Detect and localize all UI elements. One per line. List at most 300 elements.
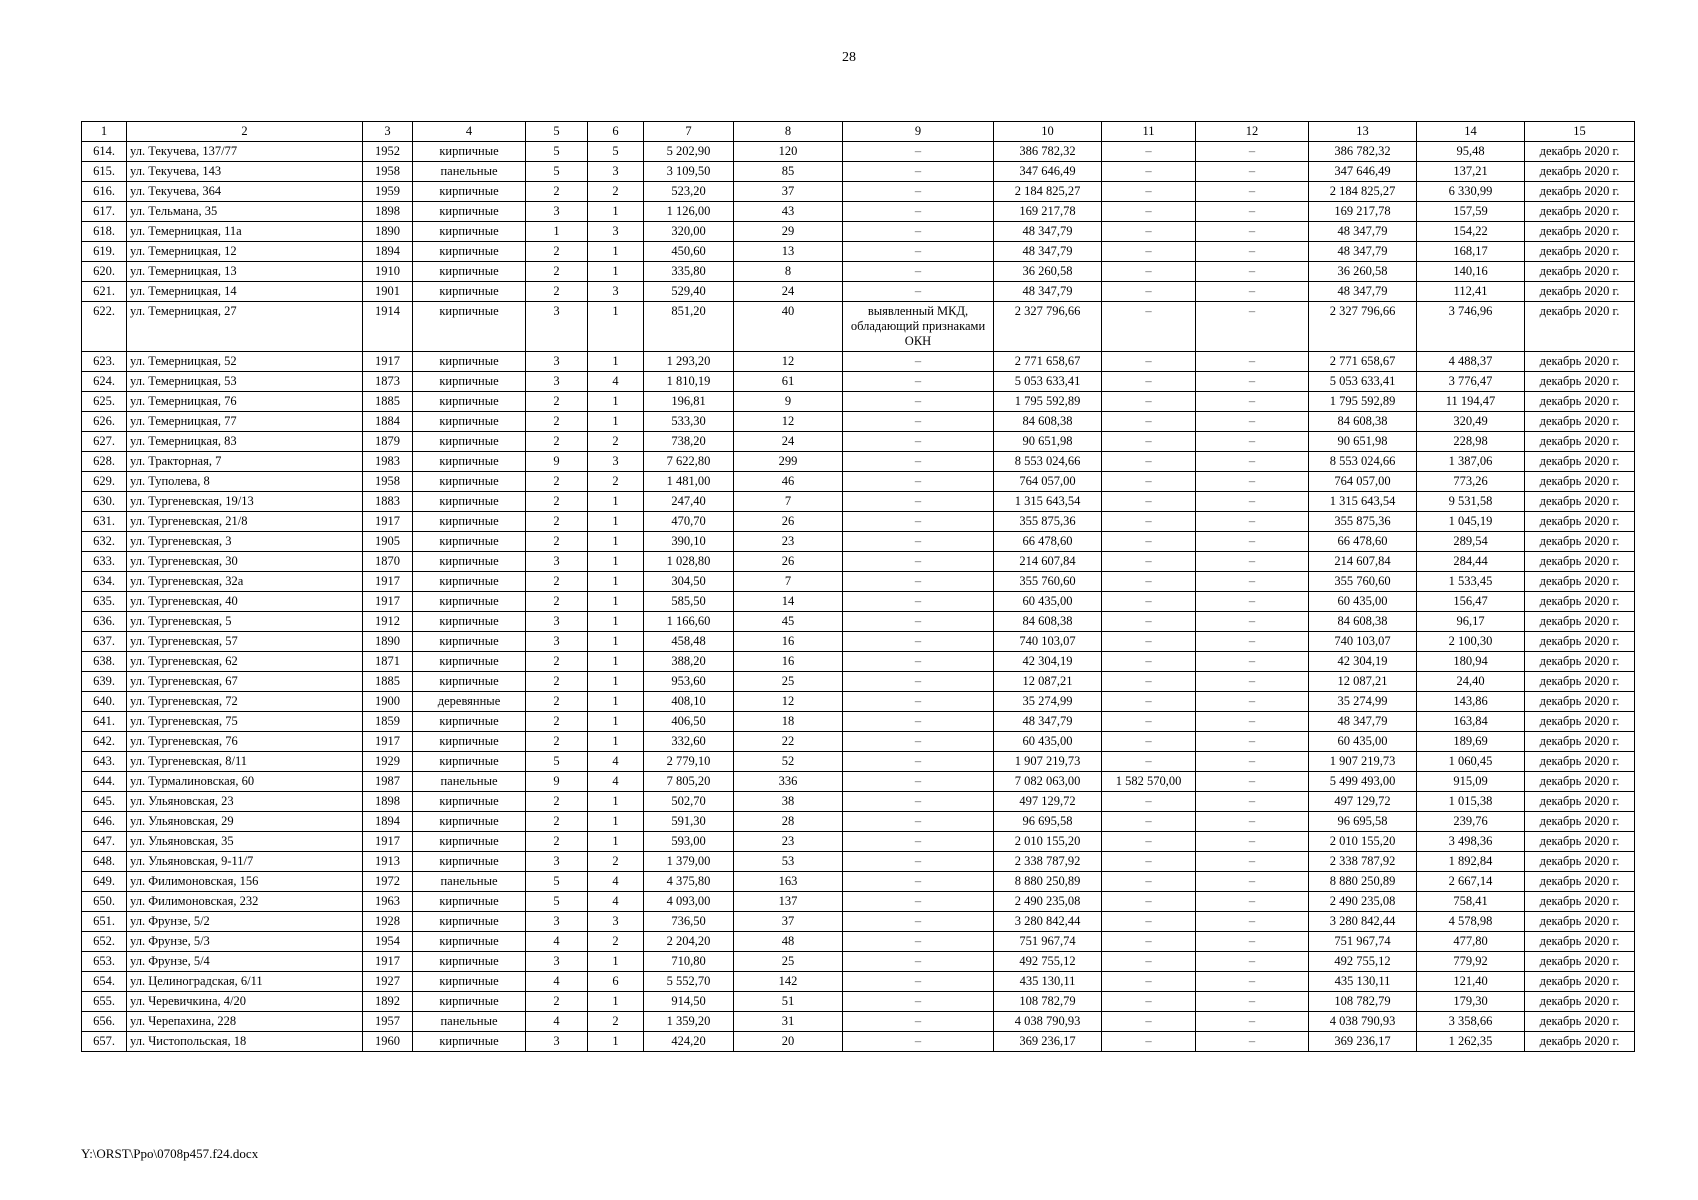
column-header-6: 6: [588, 122, 644, 142]
cell-col-12: –: [1196, 732, 1309, 752]
cell-total-cost: 2 010 155,20: [994, 832, 1102, 852]
cell-col-11: –: [1102, 972, 1196, 992]
cell-floors: 4: [526, 972, 588, 992]
cell-net-cost: 2 184 825,27: [1309, 182, 1417, 202]
cell-residents: 48: [734, 932, 843, 952]
cell-residents: 142: [734, 972, 843, 992]
cell-residents: 43: [734, 202, 843, 222]
cell-wall-material: кирпичные: [413, 932, 526, 952]
cell-wall-material: кирпичные: [413, 912, 526, 932]
cell-residents: 40: [734, 302, 843, 352]
cell-wall-material: кирпичные: [413, 632, 526, 652]
cell-floors: 2: [526, 652, 588, 672]
cell-deadline: декабрь 2020 г.: [1525, 972, 1635, 992]
cell-residents: 12: [734, 692, 843, 712]
cell-total-cost: 12 087,21: [994, 672, 1102, 692]
cell-address: ул. Текучева, 364: [127, 182, 363, 202]
cell-col-11: –: [1102, 752, 1196, 772]
cell-row-number: 648.: [82, 852, 127, 872]
cell-row-number: 630.: [82, 492, 127, 512]
cell-note: –: [843, 632, 994, 652]
cell-deadline: декабрь 2020 г.: [1525, 532, 1635, 552]
table-row: [82, 352, 1635, 372]
cell-wall-material: кирпичные: [413, 852, 526, 872]
cell-total-cost: 2 771 658,67: [994, 352, 1102, 372]
footer-file-path: Y:\ORST\Ppo\0708p457.f24.docx: [81, 1146, 259, 1161]
cell-year-built: 1900: [363, 692, 413, 712]
cell-total-cost: 2 184 825,27: [994, 182, 1102, 202]
cell-entrances: 1: [588, 612, 644, 632]
cell-residents: 336: [734, 772, 843, 792]
cell-total-cost: 84 608,38: [994, 412, 1102, 432]
cell-note: –: [843, 932, 994, 952]
cell-wall-material: кирпичные: [413, 572, 526, 592]
cell-col-11: –: [1102, 832, 1196, 852]
cell-net-cost: 2 771 658,67: [1309, 352, 1417, 372]
table-row: [82, 242, 1635, 262]
cell-area: 450,60: [644, 242, 734, 262]
cell-row-number: 634.: [82, 572, 127, 592]
table-row: [82, 262, 1635, 282]
cell-wall-material: кирпичные: [413, 392, 526, 412]
cell-residents: 16: [734, 632, 843, 652]
cell-entrances: 1: [588, 412, 644, 432]
cell-wall-material: кирпичные: [413, 242, 526, 262]
cell-residents: 299: [734, 452, 843, 472]
cell-wall-material: кирпичные: [413, 182, 526, 202]
column-header-9: 9: [843, 122, 994, 142]
cell-net-cost: 1 795 592,89: [1309, 392, 1417, 412]
cell-address: ул. Ульяновская, 9-11/7: [127, 852, 363, 872]
cell-floors: 3: [526, 952, 588, 972]
cell-note: –: [843, 732, 994, 752]
cell-area: 591,30: [644, 812, 734, 832]
cell-cost-per-unit: 1 387,06: [1417, 452, 1525, 472]
cell-col-11: –: [1102, 372, 1196, 392]
cell-col-12: –: [1196, 472, 1309, 492]
cell-address: ул. Темерницкая, 14: [127, 282, 363, 302]
cell-entrances: 1: [588, 712, 644, 732]
cell-wall-material: кирпичные: [413, 202, 526, 222]
cell-entrances: 2: [588, 1012, 644, 1032]
cell-note: –: [843, 572, 994, 592]
cell-col-11: –: [1102, 412, 1196, 432]
cell-col-12: –: [1196, 222, 1309, 242]
cell-cost-per-unit: 289,54: [1417, 532, 1525, 552]
cell-wall-material: кирпичные: [413, 262, 526, 282]
cell-entrances: 4: [588, 772, 644, 792]
cell-deadline: декабрь 2020 г.: [1525, 262, 1635, 282]
table-row: [82, 552, 1635, 572]
cell-area: 196,81: [644, 392, 734, 412]
cell-wall-material: кирпичные: [413, 712, 526, 732]
cell-total-cost: 3 280 842,44: [994, 912, 1102, 932]
cell-deadline: декабрь 2020 г.: [1525, 952, 1635, 972]
cell-total-cost: 36 260,58: [994, 262, 1102, 282]
cell-residents: 51: [734, 992, 843, 1012]
cell-address: ул. Темерницкая, 27: [127, 302, 363, 352]
cell-year-built: 1954: [363, 932, 413, 952]
cell-total-cost: 435 130,11: [994, 972, 1102, 992]
cell-net-cost: 8 553 024,66: [1309, 452, 1417, 472]
cell-area: 1 028,80: [644, 552, 734, 572]
cell-row-number: 642.: [82, 732, 127, 752]
cell-col-11: –: [1102, 1012, 1196, 1032]
cell-col-12: –: [1196, 812, 1309, 832]
cell-row-number: 618.: [82, 222, 127, 242]
cell-entrances: 1: [588, 242, 644, 262]
cell-year-built: 1885: [363, 392, 413, 412]
cell-area: 593,00: [644, 832, 734, 852]
cell-address: ул. Текучева, 137/77: [127, 142, 363, 162]
cell-total-cost: 2 327 796,66: [994, 302, 1102, 352]
cell-cost-per-unit: 2 667,14: [1417, 872, 1525, 892]
cell-area: 1 481,00: [644, 472, 734, 492]
cell-total-cost: 751 967,74: [994, 932, 1102, 952]
cell-total-cost: 90 651,98: [994, 432, 1102, 452]
cell-floors: 2: [526, 432, 588, 452]
table-row: [82, 892, 1635, 912]
cell-floors: 2: [526, 692, 588, 712]
cell-row-number: 655.: [82, 992, 127, 1012]
cell-note: –: [843, 242, 994, 262]
cell-total-cost: 48 347,79: [994, 222, 1102, 242]
cell-net-cost: 48 347,79: [1309, 712, 1417, 732]
cell-residents: 46: [734, 472, 843, 492]
cell-year-built: 1927: [363, 972, 413, 992]
cell-area: 851,20: [644, 302, 734, 352]
cell-cost-per-unit: 3 498,36: [1417, 832, 1525, 852]
cell-address: ул. Фрунзе, 5/3: [127, 932, 363, 952]
table-row: [82, 992, 1635, 1012]
cell-floors: 2: [526, 282, 588, 302]
cell-col-12: –: [1196, 612, 1309, 632]
table-row: [82, 972, 1635, 992]
cell-floors: 3: [526, 852, 588, 872]
cell-deadline: декабрь 2020 г.: [1525, 772, 1635, 792]
cell-row-number: 652.: [82, 932, 127, 952]
cell-cost-per-unit: 773,26: [1417, 472, 1525, 492]
cell-col-12: –: [1196, 492, 1309, 512]
cell-deadline: декабрь 2020 г.: [1525, 612, 1635, 632]
cell-floors: 5: [526, 142, 588, 162]
cell-deadline: декабрь 2020 г.: [1525, 452, 1635, 472]
cell-address: ул. Темерницкая, 12: [127, 242, 363, 262]
cell-note: –: [843, 1032, 994, 1052]
cell-col-12: –: [1196, 392, 1309, 412]
cell-col-12: –: [1196, 572, 1309, 592]
table-row: [82, 512, 1635, 532]
cell-note: –: [843, 372, 994, 392]
cell-note: –: [843, 852, 994, 872]
cell-address: ул. Тургеневская, 76: [127, 732, 363, 752]
cell-year-built: 1983: [363, 452, 413, 472]
cell-net-cost: 1 907 219,73: [1309, 752, 1417, 772]
cell-residents: 23: [734, 532, 843, 552]
cell-cost-per-unit: 137,21: [1417, 162, 1525, 182]
cell-cost-per-unit: 3 358,66: [1417, 1012, 1525, 1032]
cell-row-number: 620.: [82, 262, 127, 282]
cell-col-11: –: [1102, 352, 1196, 372]
cell-entrances: 3: [588, 162, 644, 182]
cell-floors: 3: [526, 372, 588, 392]
table-row: [82, 372, 1635, 392]
cell-net-cost: 492 755,12: [1309, 952, 1417, 972]
cell-residents: 23: [734, 832, 843, 852]
cell-floors: 2: [526, 532, 588, 552]
table-row: [82, 412, 1635, 432]
cell-address: ул. Тургеневская, 72: [127, 692, 363, 712]
cell-cost-per-unit: 3 776,47: [1417, 372, 1525, 392]
cell-year-built: 1870: [363, 552, 413, 572]
cell-entrances: 2: [588, 432, 644, 452]
cell-col-11: –: [1102, 912, 1196, 932]
cell-entrances: 1: [588, 512, 644, 532]
table-row: [82, 182, 1635, 202]
cell-col-12: –: [1196, 1012, 1309, 1032]
cell-total-cost: 347 646,49: [994, 162, 1102, 182]
cell-deadline: декабрь 2020 г.: [1525, 512, 1635, 532]
cell-residents: 7: [734, 572, 843, 592]
cell-address: ул. Черепахина, 228: [127, 1012, 363, 1032]
cell-area: 470,70: [644, 512, 734, 532]
cell-floors: 2: [526, 492, 588, 512]
cell-deadline: декабрь 2020 г.: [1525, 242, 1635, 262]
column-header-10: 10: [994, 122, 1102, 142]
cell-col-12: –: [1196, 932, 1309, 952]
cell-deadline: декабрь 2020 г.: [1525, 372, 1635, 392]
cell-net-cost: 2 327 796,66: [1309, 302, 1417, 352]
cell-floors: 3: [526, 202, 588, 222]
cell-entrances: 1: [588, 202, 644, 222]
cell-col-12: –: [1196, 712, 1309, 732]
cell-area: 736,50: [644, 912, 734, 932]
cell-wall-material: кирпичные: [413, 222, 526, 242]
cell-note: –: [843, 512, 994, 532]
cell-entrances: 4: [588, 372, 644, 392]
cell-col-12: –: [1196, 432, 1309, 452]
cell-year-built: 1917: [363, 352, 413, 372]
cell-area: 710,80: [644, 952, 734, 972]
cell-address: ул. Тракторная, 7: [127, 452, 363, 472]
cell-entrances: 3: [588, 912, 644, 932]
cell-note: –: [843, 952, 994, 972]
cell-cost-per-unit: 779,92: [1417, 952, 1525, 972]
cell-net-cost: 214 607,84: [1309, 552, 1417, 572]
cell-residents: 22: [734, 732, 843, 752]
cell-entrances: 2: [588, 852, 644, 872]
cell-year-built: 1958: [363, 472, 413, 492]
cell-area: 458,48: [644, 632, 734, 652]
cell-year-built: 1960: [363, 1032, 413, 1052]
cell-col-11: –: [1102, 472, 1196, 492]
cell-col-12: –: [1196, 1032, 1309, 1052]
cell-year-built: 1883: [363, 492, 413, 512]
cell-area: 247,40: [644, 492, 734, 512]
cell-row-number: 639.: [82, 672, 127, 692]
cell-note: –: [843, 812, 994, 832]
cell-area: 424,20: [644, 1032, 734, 1052]
cell-total-cost: 42 304,19: [994, 652, 1102, 672]
cell-col-12: –: [1196, 632, 1309, 652]
cell-wall-material: кирпичные: [413, 792, 526, 812]
cell-area: 914,50: [644, 992, 734, 1012]
cell-cost-per-unit: 112,41: [1417, 282, 1525, 302]
table-row: [82, 672, 1635, 692]
cell-wall-material: кирпичные: [413, 972, 526, 992]
header-row: [82, 122, 1635, 142]
cell-entrances: 1: [588, 592, 644, 612]
cell-total-cost: 48 347,79: [994, 712, 1102, 732]
cell-note: –: [843, 182, 994, 202]
cell-deadline: декабрь 2020 г.: [1525, 412, 1635, 432]
cell-cost-per-unit: 4 578,98: [1417, 912, 1525, 932]
cell-cost-per-unit: 1 045,19: [1417, 512, 1525, 532]
cell-area: 533,30: [644, 412, 734, 432]
table-row: [82, 222, 1635, 242]
cell-total-cost: 492 755,12: [994, 952, 1102, 972]
cell-cost-per-unit: 1 262,35: [1417, 1032, 1525, 1052]
cell-note: –: [843, 912, 994, 932]
cell-wall-material: кирпичные: [413, 732, 526, 752]
cell-col-11: –: [1102, 452, 1196, 472]
cell-col-11: –: [1102, 892, 1196, 912]
cell-residents: 16: [734, 652, 843, 672]
cell-net-cost: 12 087,21: [1309, 672, 1417, 692]
cell-floors: 2: [526, 832, 588, 852]
cell-col-12: –: [1196, 552, 1309, 572]
cell-total-cost: 8 553 024,66: [994, 452, 1102, 472]
cell-row-number: 631.: [82, 512, 127, 532]
cell-note: –: [843, 142, 994, 162]
cell-total-cost: 2 490 235,08: [994, 892, 1102, 912]
cell-residents: 137: [734, 892, 843, 912]
cell-floors: 3: [526, 912, 588, 932]
cell-wall-material: кирпичные: [413, 652, 526, 672]
cell-residents: 18: [734, 712, 843, 732]
cell-col-11: –: [1102, 712, 1196, 732]
cell-row-number: 635.: [82, 592, 127, 612]
cell-col-12: –: [1196, 992, 1309, 1012]
cell-note: –: [843, 262, 994, 282]
cell-year-built: 1959: [363, 182, 413, 202]
cell-col-12: –: [1196, 142, 1309, 162]
cell-row-number: 628.: [82, 452, 127, 472]
cell-total-cost: 355 875,36: [994, 512, 1102, 532]
cell-total-cost: 5 053 633,41: [994, 372, 1102, 392]
cell-total-cost: 7 082 063,00: [994, 772, 1102, 792]
cell-col-12: –: [1196, 832, 1309, 852]
cell-row-number: 645.: [82, 792, 127, 812]
cell-net-cost: 48 347,79: [1309, 282, 1417, 302]
cell-address: ул. Текучева, 143: [127, 162, 363, 182]
cell-net-cost: 497 129,72: [1309, 792, 1417, 812]
cell-deadline: декабрь 2020 г.: [1525, 592, 1635, 612]
cell-col-12: –: [1196, 792, 1309, 812]
cell-col-12: –: [1196, 202, 1309, 222]
cell-col-12: –: [1196, 872, 1309, 892]
cell-year-built: 1859: [363, 712, 413, 732]
cell-entrances: 2: [588, 932, 644, 952]
table-row: [82, 652, 1635, 672]
cell-floors: 3: [526, 302, 588, 352]
table-row: [82, 142, 1635, 162]
cell-note: –: [843, 392, 994, 412]
cell-deadline: декабрь 2020 г.: [1525, 202, 1635, 222]
cell-deadline: декабрь 2020 г.: [1525, 222, 1635, 242]
cell-note: –: [843, 1012, 994, 1032]
cell-col-11: –: [1102, 572, 1196, 592]
cell-note: –: [843, 892, 994, 912]
cell-deadline: декабрь 2020 г.: [1525, 672, 1635, 692]
cell-wall-material: кирпичные: [413, 612, 526, 632]
cell-floors: 3: [526, 1032, 588, 1052]
cell-entrances: 4: [588, 752, 644, 772]
cell-year-built: 1879: [363, 432, 413, 452]
cell-net-cost: 4 038 790,93: [1309, 1012, 1417, 1032]
cell-cost-per-unit: 320,49: [1417, 412, 1525, 432]
cell-col-12: –: [1196, 162, 1309, 182]
cell-entrances: 3: [588, 282, 644, 302]
cell-residents: 7: [734, 492, 843, 512]
cell-cost-per-unit: 121,40: [1417, 972, 1525, 992]
cell-cost-per-unit: 9 531,58: [1417, 492, 1525, 512]
cell-wall-material: панельные: [413, 872, 526, 892]
cell-cost-per-unit: 2 100,30: [1417, 632, 1525, 652]
cell-address: ул. Тургеневская, 40: [127, 592, 363, 612]
cell-note: –: [843, 492, 994, 512]
cell-deadline: декабрь 2020 г.: [1525, 472, 1635, 492]
cell-wall-material: кирпичные: [413, 432, 526, 452]
table-row: [82, 772, 1635, 792]
cell-row-number: 657.: [82, 1032, 127, 1052]
cell-row-number: 622.: [82, 302, 127, 352]
column-header-1: 1: [82, 122, 127, 142]
cell-col-11: –: [1102, 532, 1196, 552]
cell-col-11: –: [1102, 242, 1196, 262]
cell-area: 408,10: [644, 692, 734, 712]
cell-col-12: –: [1196, 412, 1309, 432]
cell-year-built: 1917: [363, 592, 413, 612]
cell-area: 529,40: [644, 282, 734, 302]
cell-deadline: декабрь 2020 г.: [1525, 832, 1635, 852]
cell-floors: 2: [526, 472, 588, 492]
cell-col-11: –: [1102, 952, 1196, 972]
cell-wall-material: кирпичные: [413, 592, 526, 612]
cell-residents: 120: [734, 142, 843, 162]
table-row: [82, 752, 1635, 772]
cell-note: –: [843, 972, 994, 992]
cell-total-cost: 66 478,60: [994, 532, 1102, 552]
cell-deadline: декабрь 2020 г.: [1525, 1012, 1635, 1032]
cell-residents: 61: [734, 372, 843, 392]
table-row: [82, 432, 1635, 452]
cell-cost-per-unit: 154,22: [1417, 222, 1525, 242]
cell-col-11: –: [1102, 512, 1196, 532]
cell-deadline: декабрь 2020 г.: [1525, 142, 1635, 162]
cell-note: –: [843, 432, 994, 452]
cell-floors: 3: [526, 552, 588, 572]
cell-residents: 28: [734, 812, 843, 832]
cell-cost-per-unit: 1 015,38: [1417, 792, 1525, 812]
page-number: 28: [842, 50, 856, 65]
table-row: [82, 532, 1635, 552]
table-header: [82, 122, 1635, 142]
cell-deadline: декабрь 2020 г.: [1525, 812, 1635, 832]
cell-row-number: 621.: [82, 282, 127, 302]
cell-col-12: –: [1196, 972, 1309, 992]
cell-residents: 52: [734, 752, 843, 772]
